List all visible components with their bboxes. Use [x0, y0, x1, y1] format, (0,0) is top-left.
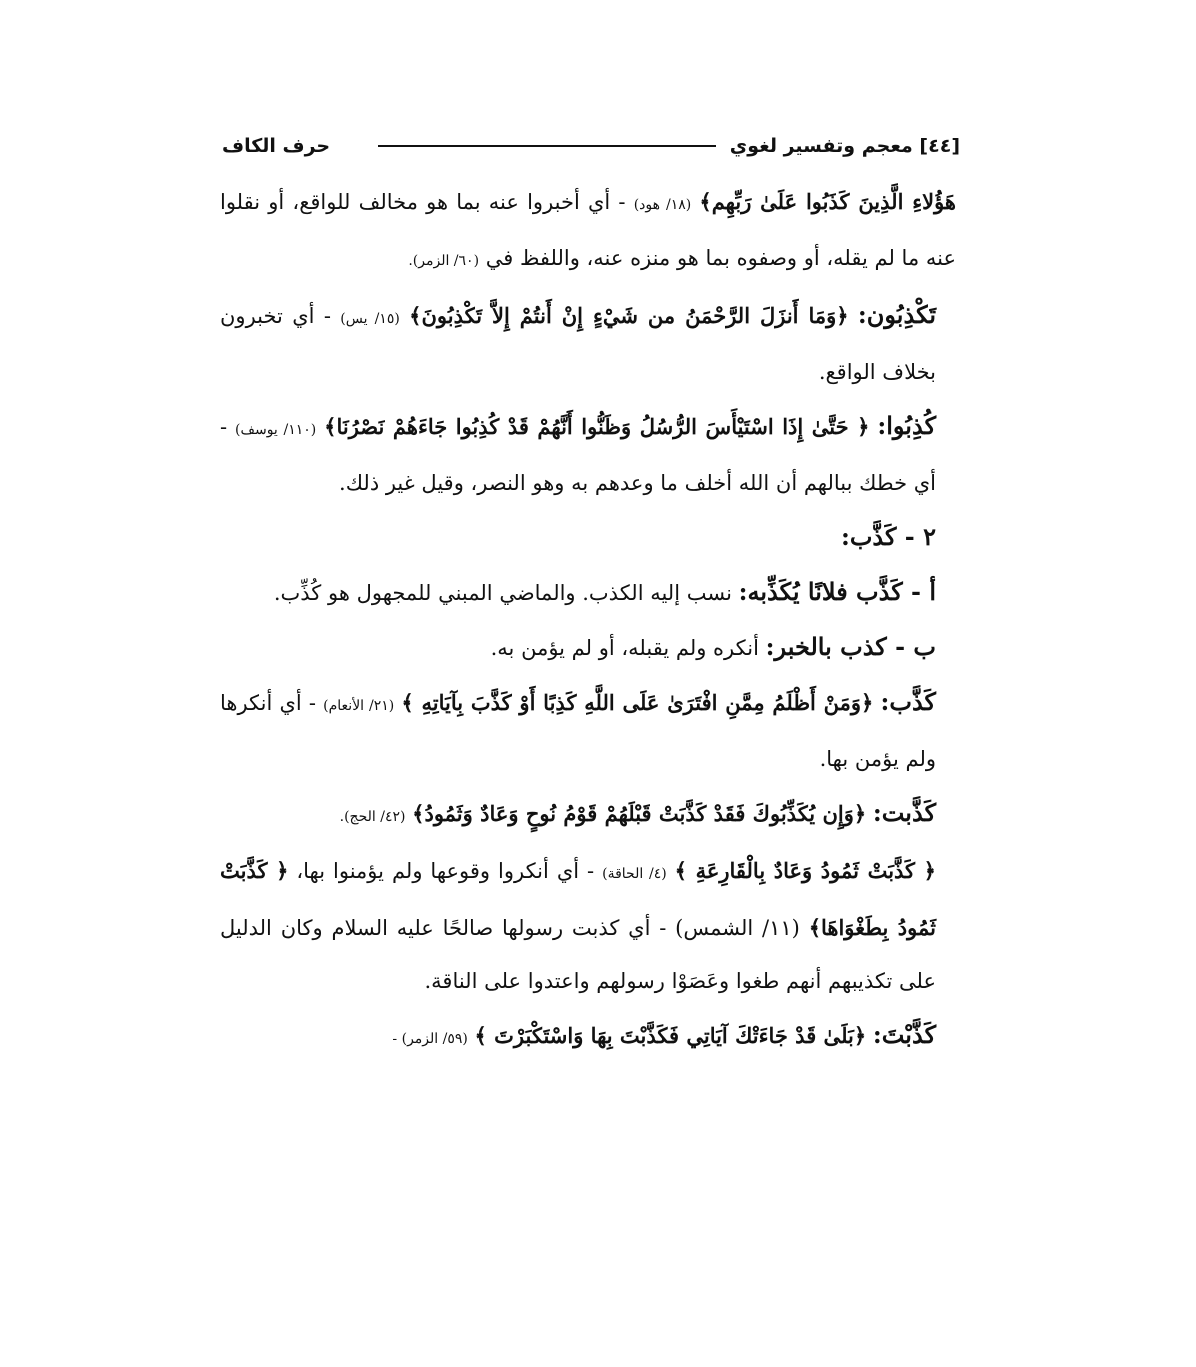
- quran-quote: ﴿وَإِن يُكَذِّبُوكَ فَقَدْ كَذَّبَتْ قَبْلَهُمْ قَوْمُ نُوحٍ وَعَادٌ وَثَمُودُ﴾: [412, 801, 867, 826]
- verse-reference: (٤/ الحاقة): [602, 866, 667, 882]
- paragraph-text: - أي أنكروا وقوعها ولم يؤمنوا بها،: [296, 859, 595, 883]
- entry-term: كَذَّب:: [880, 687, 936, 716]
- verse-reference: (٤٢/ الحج).: [339, 809, 406, 825]
- entry-term: كُذِبُوا:: [877, 411, 936, 440]
- chapter-title: حرف الكاف: [222, 135, 331, 157]
- entry-kadhdhabta: [220, 1008, 956, 1066]
- entry-term: ب - كذب بالخبر:: [765, 632, 936, 661]
- paragraph-text: أنكره ولم يقبله، أو لم يؤمن به.: [490, 636, 759, 660]
- quran-quote: ﴿ كَذَّبَتْ ثَمُودُ بِطَغْوَاهَا﴾: [220, 858, 936, 940]
- paragraph-text: - أي كذبت رسولها صالحًا عليه السلام وكان الدليل على تكذيبهم أنهم طغوا وعَصَوْا رسولهم واعتدوا على الناقة.: [220, 916, 936, 993]
- verse-reference: (١٨/ هود): [633, 197, 692, 213]
- entry-kadhdhabat: [220, 786, 956, 844]
- paragraph-text: - أي أخبروا عنه بما هو مخالف للواقع، أو نقلوا عنه ما لم يقله، أو وصفوه بما هو منزه عنه، واللفظ في: [220, 190, 956, 270]
- quran-quote: ﴿ حَتَّىٰ إِذَا اسْتَيْأَسَ الرُّسُلُ وَظَنُّوا أَنَّهُمْ قَدْ كُذِبُوا جَاءَهُمْ نَصْرُنَا﴾: [324, 414, 870, 439]
- entry-takdhibun: [220, 288, 956, 399]
- entry-term: تَكْذِبُون:: [857, 300, 937, 329]
- book-title: [٤٤] معجم وتفسير لغوي: [729, 135, 960, 157]
- section-heading: [220, 510, 956, 565]
- verse-reference: (١١/ الشمس): [675, 916, 800, 940]
- paragraph-text: نسب إليه الكذب. والماضي المبني للمجهول هو كُذِّب.: [273, 581, 732, 605]
- paragraph-text: - أي أنكرها ولم يؤمن بها.: [220, 691, 936, 771]
- paragraph-text: - أي خطك ببالهم أن الله أخلف ما وعدهم به وهو النصر، وقيل غير ذلك.: [220, 415, 936, 495]
- quran-quote: ﴿بَلَىٰ قَدْ جَاءَتْكَ آيَاتِي فَكَذَّبْتَ بِهَا وَاسْتَكْبَرْتَ ﴾: [474, 1023, 867, 1048]
- section-title: ٢ - كَذَّب:: [840, 522, 936, 551]
- entry-term: كَذَّبْتَ:: [872, 1020, 936, 1049]
- paragraph-thamud: [220, 844, 956, 1008]
- quran-quote: هَؤُلاءِ الَّذِينَ كَذَبُوا عَلَىٰ رَبِّهِم﴾: [699, 189, 956, 214]
- page-body: [220, 175, 956, 1066]
- entry-term: أ - كَذَّب فلانًا يُكَذِّبه:: [738, 577, 936, 606]
- entry-a: [220, 565, 956, 620]
- entry-b: [220, 620, 956, 675]
- entry-kudhibu: [220, 399, 956, 510]
- paragraph-text: - أي تخبرون بخلاف الواقع.: [220, 304, 936, 384]
- quran-quote: ﴿وَمَنْ أَظْلَمُ مِمَّنِ افْتَرَىٰ عَلَى اللَّهِ كَذِبًا أَوْ كَذَّبَ بِآيَاتِهِ ﴾: [401, 690, 874, 715]
- verse-reference: (٢١/ الأنعام): [323, 698, 395, 714]
- paragraph-hud: [220, 175, 956, 288]
- verse-reference: (١١٠/ يوسف): [235, 422, 317, 438]
- entry-term: كَذَّبت:: [872, 798, 936, 827]
- header-rule: [378, 145, 716, 147]
- quran-quote: ﴿وَمَا أَنزَلَ الرَّحْمَنُ من شَيْءٍ إِنْ أَنتُمْ إِلاَّ تَكْذِبُونَ﴾: [409, 303, 849, 328]
- quran-quote: ﴿ كَذَّبَتْ ثَمُودُ وَعَادٌ بِالْقَارِعَةِ ﴾: [674, 858, 936, 883]
- verse-reference: (٥٩/ الزمر) -: [392, 1031, 468, 1047]
- verse-reference: (١٥/ يس): [340, 311, 400, 327]
- verse-reference: (٦٠/ الزمر).: [408, 253, 480, 269]
- page-header: [222, 128, 960, 164]
- entry-kadhdhaba: [220, 675, 956, 786]
